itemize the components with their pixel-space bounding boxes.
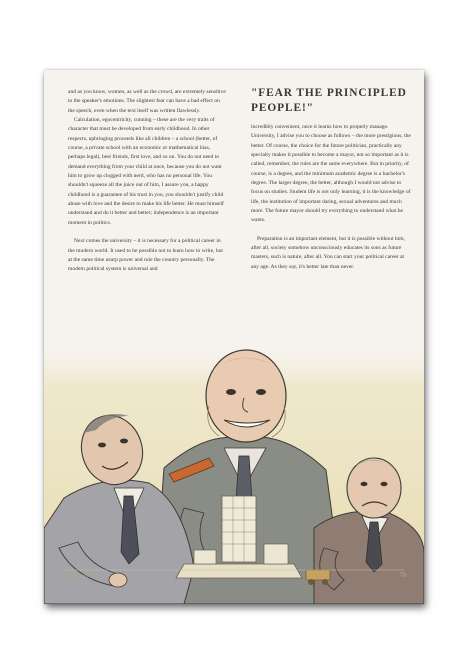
paragraph: and as you know, women, as well as the crowd, are extremely sensitive to the speaker's emotions. The slightest fear can have a bad effect on the speech, even when the text itself was written flawlessly. xyxy=(68,89,226,114)
magazine-page xyxy=(44,70,424,604)
politicians-illustration xyxy=(44,338,424,604)
paragraph: Next comes the university – it is necessary for a political career in the modern world. It used to be possible not to learn how to write, but at the same time usurp power and rule the country personally. The modern political system is universal and xyxy=(68,238,223,273)
pull-quote: "FEAR THE PRINCIPLED PEOPLE!" xyxy=(251,87,407,114)
paragraph: Calculation, egocentricity, cunning – these are the very traits of character that must be developed from early childhood. In other respects, upbringing proceeds like all children – a school (better, of course, a private school with an economic or mathematical bias, perhaps legal), best friends, first love, and so on. You do not need to demand everything from your child at once, because you do not want him to grow up clogged with nerd, who has no personal life. You shouldn't squeeze all the juice out of him, I assure you, a happy childhood is a guarantee of his trust in you, you shouldn't justify child abuse with love and the desire to make his life better. He must himself understand and do it better and better; independence is an important moment in politics. xyxy=(68,117,224,226)
footer-magazine-name: ЕРЕМО xyxy=(64,574,90,580)
paragraph: Preparation is an important element, but it is possible without him, after all, society somehow unconsciously educates its sons as future masters, such is nature, after all. You can start your political career at any age. As they say, it's better late than never. xyxy=(251,235,405,270)
paragraph: incredibly convenient, once it learns how to properly manage. University, I advise you to choose as follows – the more prestigious, the better. Of course, the choice for the future politician, practically any specialty makes it possible to become a mayor, not so important as it is called, remember, the rules are the same everywhere. But in priority, of course, is a degree, and the minimum academic degree is a bachelor's degree. The larger degree, the better, although I would not advise to focus on studies. Student life is not only learning, it is the knowledge of life, the institution of important daring, sexual adventures and much more. The future mayor should try everything to understand what he wants. xyxy=(251,124,411,224)
right-text-column xyxy=(251,86,411,272)
left-text-column xyxy=(68,88,226,275)
page-number: 79 xyxy=(399,573,406,579)
